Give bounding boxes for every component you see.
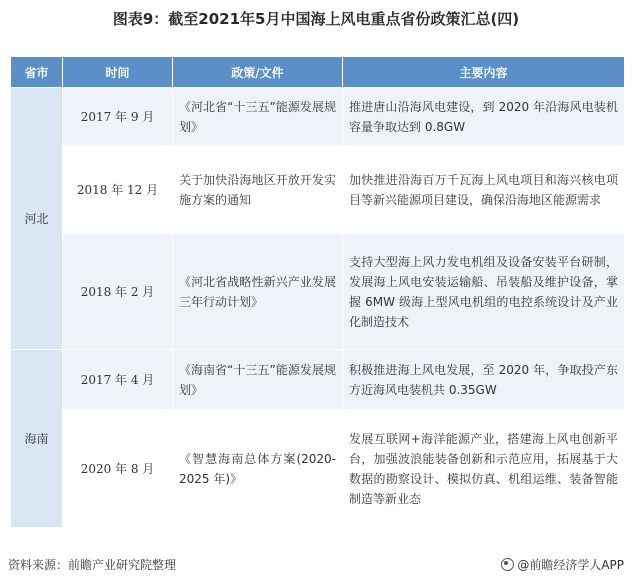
header-province: 省市 — [11, 57, 63, 88]
table-row — [11, 146, 625, 234]
content-cell: 支持大型海上风力发电机组及设备安装平台研制，发展海上风电安装运输船、吊装船及维护设备，掌握 6MW 级海上型风电机组的电控系统设计及产业化制造技术 — [343, 234, 625, 350]
content-cell: 推进唐山沿海风电建设，到 2020 年沿海风电装机容量争取达到 0.8GW — [343, 88, 625, 146]
time-cell: 2018 年 12 月 — [63, 146, 173, 234]
document-cell: 《河北省“十三五”能源发展规划》 — [173, 88, 343, 146]
province-cell-hainan: 海南 — [11, 350, 63, 528]
header-time: 时间 — [63, 57, 173, 88]
table-row — [11, 410, 625, 528]
brand-credit — [501, 556, 624, 573]
brand-logo-icon — [501, 558, 514, 571]
time-cell: 2018 年 2 月 — [63, 234, 173, 350]
policy-table — [10, 56, 625, 528]
source-note: 资料来源：前瞻产业研究院整理 — [8, 558, 177, 572]
document-cell: 《智慧海南总体方案(2020-2025 年)》 — [173, 410, 343, 528]
header-content: 主要内容 — [343, 57, 625, 88]
content-cell: 积极推进海上风电发展，至 2020 年，争取投产东方近海风电装机共 0.35GW — [343, 350, 625, 410]
table-row — [11, 88, 625, 146]
province-cell-hebei: 河北 — [11, 88, 63, 350]
document-cell: 《河北省战略性新兴产业发展三年行动计划》 — [173, 234, 343, 350]
time-cell: 2020 年 8 月 — [63, 410, 173, 528]
table-header-row — [11, 57, 625, 88]
document-cell: 《海南省“十三五”能源发展规划》 — [173, 350, 343, 410]
table-row — [11, 350, 625, 410]
time-cell: 2017 年 9 月 — [63, 88, 173, 146]
brand-text: @前瞻经济学人APP — [517, 558, 624, 572]
time-cell: 2017 年 4 月 — [63, 350, 173, 410]
content-cell: 发展互联网+海洋能源产业，搭建海上风电创新平台，加强波浪能装备创新和示范应用，拓展基于大数据的勘察设计、模拟仿真、机组运维、装备智能制造等新业态 — [343, 410, 625, 528]
document-cell: 关于加快沿海地区开放开发实施方案的通知 — [173, 146, 343, 234]
chart-title: 图表9：截至2021年5月中国海上风电重点省份政策汇总(四) — [112, 10, 520, 28]
table-row — [11, 234, 625, 350]
header-document: 政策/文件 — [173, 57, 343, 88]
content-cell: 加快推进沿海百万千瓦海上风电项目和海兴核电项目等新兴能源项目建设，确保沿海地区能源需求 — [343, 146, 625, 234]
